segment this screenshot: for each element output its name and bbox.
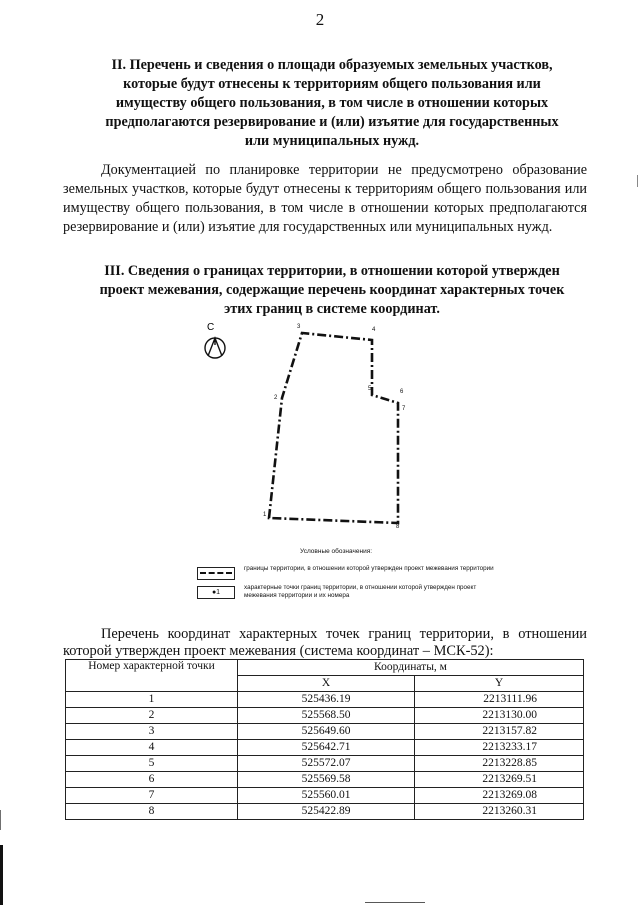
table-header-row — [66, 660, 584, 676]
header-y: Y — [415, 676, 584, 692]
heading-line: III. Сведения о границах территории, в отношении которой утвержден — [104, 263, 560, 279]
point-label: 6 — [400, 389, 404, 395]
cell-x: 525568.50 — [238, 708, 415, 724]
cell-x: 525572.07 — [238, 756, 415, 772]
cell-y: 2213157.82 — [415, 724, 584, 740]
cell-x: 525436.19 — [238, 692, 415, 708]
scan-edge-mark — [365, 902, 425, 903]
cell-x: 525649.60 — [238, 724, 415, 740]
scan-edge-mark — [637, 175, 638, 187]
cell-y: 2213111.96 — [415, 692, 584, 708]
cell-point: 3 — [66, 724, 238, 740]
legend-point-text: характерные точки границ территории, в отношении которой утвержден проект межевания территории и их номера — [244, 584, 477, 599]
cell-y: 2213269.08 — [415, 788, 584, 804]
scan-edge-mark — [0, 810, 1, 830]
cell-y: 2213260.31 — [415, 804, 584, 820]
section-2-paragraph — [63, 161, 587, 237]
paragraph-text: Документацией по планировке территории не предусмотрено образование земельных участков, которые будут отнесены к территориям общего пользования или имуществу общего пользования, в том числе в отношении которых предполагаются резервирование и (или) изъятие для государственных или муниципальных нужд. — [63, 162, 587, 235]
legend-boundary-text: границы территории, в отношении которой утвержден проект межевания территории — [244, 565, 494, 572]
cell-x: 525560.01 — [238, 788, 415, 804]
table-row — [66, 692, 584, 708]
cell-x: 525422.89 — [238, 804, 415, 820]
cell-point: 2 — [66, 708, 238, 724]
coordinates-caption — [63, 626, 587, 660]
heading-line: предполагаются резервирование и (или) изъятие для государственных — [105, 114, 559, 130]
section-2-heading — [62, 56, 602, 151]
cell-point: 6 — [66, 772, 238, 788]
cell-y: 2213269.51 — [415, 772, 584, 788]
header-x: X — [238, 676, 415, 692]
cell-point: 4 — [66, 740, 238, 756]
point-label: 2 — [274, 395, 278, 401]
scan-edge-mark — [0, 845, 3, 905]
point-label: 1 — [263, 512, 267, 518]
table-row — [66, 724, 584, 740]
point-label: 3 — [297, 324, 301, 330]
cell-x: 525642.71 — [238, 740, 415, 756]
point-label: 4 — [372, 327, 376, 333]
cell-y: 2213130.00 — [415, 708, 584, 724]
north-arrow-icon — [205, 338, 225, 358]
page-number: 2 — [315, 10, 325, 29]
cell-y: 2213228.85 — [415, 756, 584, 772]
table-row — [66, 740, 584, 756]
point-label: 8 — [396, 524, 400, 530]
heading-line: проект межевания, содержащие перечень координат характерных точек — [99, 282, 565, 298]
legend-boundary-symbol — [197, 567, 235, 580]
table-row — [66, 772, 584, 788]
cell-point: 1 — [66, 692, 238, 708]
table-row — [66, 788, 584, 804]
point-label: 7 — [402, 406, 406, 412]
table-row — [66, 756, 584, 772]
cell-y: 2213233.17 — [415, 740, 584, 756]
table-row — [66, 708, 584, 724]
header-point-number: Номер характерной точки — [66, 660, 238, 692]
cell-point: 7 — [66, 788, 238, 804]
heading-line: которые будут отнесены к территориям общего пользования или — [123, 76, 541, 92]
cell-point: 8 — [66, 804, 238, 820]
boundary-scheme — [185, 318, 425, 533]
heading-line: или муниципальных нужд. — [244, 133, 420, 149]
boundary-line — [269, 333, 398, 523]
header-coordinates: Координаты, м — [238, 660, 584, 676]
caption-text: Перечень координат характерных точек границ территории, в отношении которой утвержден проект межевания (система координат – МСК-52): — [63, 626, 587, 659]
heading-line: имуществу общего пользования, в том числе в отношении которых — [115, 95, 549, 111]
cell-point: 5 — [66, 756, 238, 772]
north-label: С — [207, 322, 215, 333]
table-row — [66, 804, 584, 820]
cell-x: 525569.58 — [238, 772, 415, 788]
legend-title: Условные обозначения: — [300, 548, 373, 555]
point-label: 5 — [368, 386, 372, 392]
coordinates-table — [65, 659, 584, 820]
legend-point-symbol: ●1 — [197, 586, 235, 599]
heading-line: II. Перечень и сведения о площади образуемых земельных участков, — [111, 57, 553, 73]
heading-line: этих границ в системе координат. — [224, 301, 440, 317]
section-3-heading — [62, 262, 602, 319]
